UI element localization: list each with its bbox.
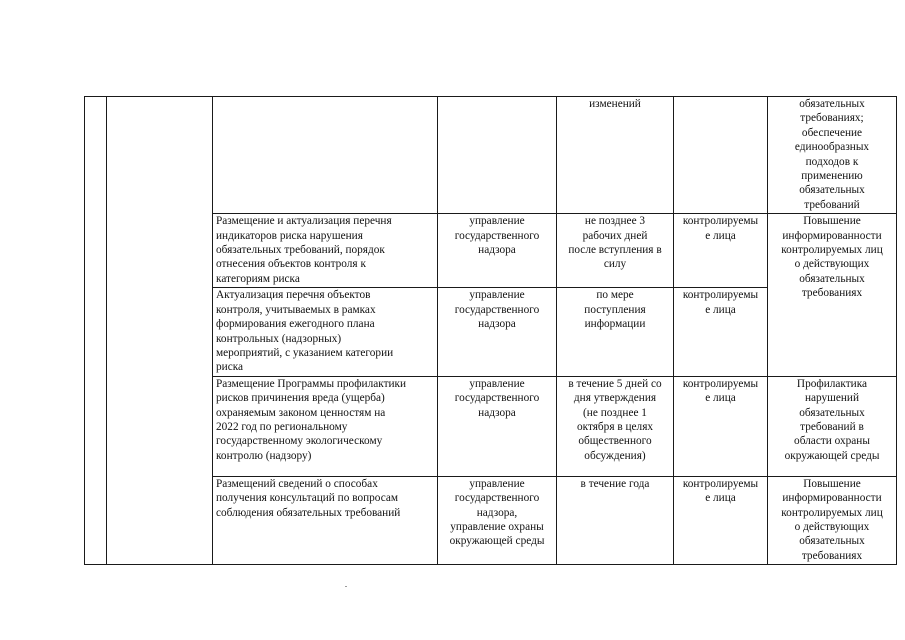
subjects-cell: контролируемы е лица — [674, 376, 768, 476]
deadline-cell: по мере поступления информации — [557, 288, 674, 376]
result-cell: Профилактика нарушений обязательных требований в области охраны окружающей среды — [768, 376, 897, 476]
measure-cell — [213, 97, 438, 214]
measure-cell: Размещений сведений о способах получения консультаций по вопросам соблюдения обязательных требований — [213, 476, 438, 564]
deadline-cell: не позднее 3 рабочих дней после вступления в силу — [557, 214, 674, 288]
section-column-cell — [107, 97, 213, 565]
deadline-cell: в течение 5 дней со дня утверждения (не позднее 1 октября в целях общественного обсуждения) — [557, 376, 674, 476]
result-cell: Повышение информированности контролируемых лиц о действующих обязательных требованиях — [768, 214, 897, 376]
responsible-cell: управление государственного надзора — [438, 376, 557, 476]
subjects-cell: контролируемы е лица — [674, 214, 768, 288]
table-row — [85, 97, 897, 214]
result-cell: обязательных требованиях; обеспечение единообразных подходов к применению обязательных требований — [768, 97, 897, 214]
deadline-cell: изменений — [557, 97, 674, 214]
deadline-cell: в течение года — [557, 476, 674, 564]
subjects-cell: контролируемы е лица — [674, 288, 768, 376]
responsible-cell: управление государственного надзора — [438, 288, 557, 376]
result-cell: Повышение информированности контролируемых лиц о действующих обязательных требованиях — [768, 476, 897, 564]
measure-cell: Актуализация перечня объектов контроля, учитываемых в рамках формирования ежегодного плана контрольных (надзорных) мероприятий, с указанием категории риска — [213, 288, 438, 376]
subjects-cell: контролируемы е лица — [674, 476, 768, 564]
measure-cell: Размещение Программы профилактики рисков причинения вреда (ущерба) охраняемым законом ценностям на 2022 год по региональному государственному экологическому контролю (надзору) — [213, 376, 438, 476]
responsible-cell: управление государственного надзора, управление охраны окружающей среды — [438, 476, 557, 564]
responsible-cell: управление государственного надзора — [438, 214, 557, 288]
scan-speck — [345, 586, 347, 587]
subjects-cell — [674, 97, 768, 214]
number-column-cell — [85, 97, 107, 565]
measures-table — [84, 96, 897, 565]
responsible-cell — [438, 97, 557, 214]
measure-cell: Размещение и актуализация перечня индикаторов риска нарушения обязательных требований, порядок отнесения объектов контроля к категориям риска — [213, 214, 438, 288]
